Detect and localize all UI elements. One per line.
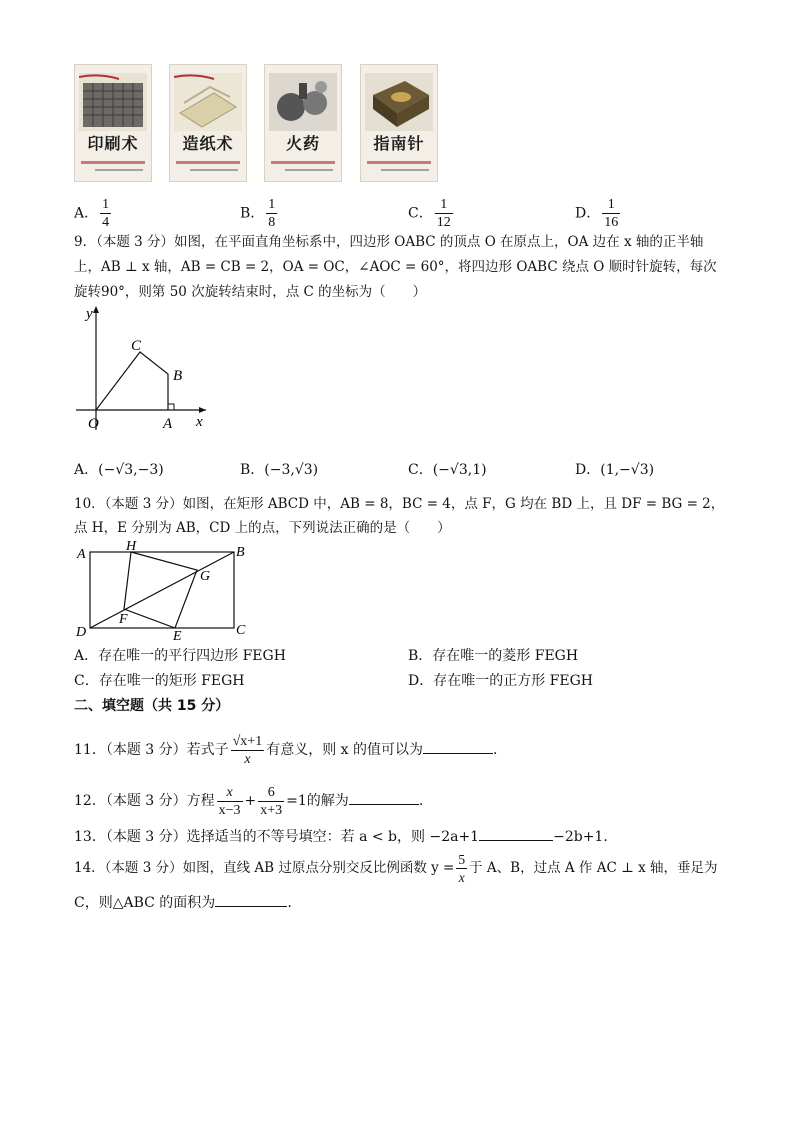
section-heading-fill-in: 二、填空题（共 15 分） (74, 698, 230, 714)
compass-image-icon (365, 73, 433, 131)
card-gunpowder (264, 64, 342, 182)
q10-option-b: B．存在唯一的菱形 FEGH (408, 648, 579, 664)
q10-line-1: 10．（本题 3 分）如图，在矩形 ABCD 中，AB = 8，BC = 4，点 F，G 均在 BD 上，且 DF = BG = 2， (74, 496, 725, 512)
card-printing (74, 64, 152, 182)
q9-option-c: C．(−√3,1) (408, 462, 487, 478)
q13-answer-blank[interactable] (479, 826, 553, 841)
q14-answer-blank[interactable] (215, 892, 287, 907)
fig9-label-y: y (86, 306, 93, 322)
q8-option-b: B． $\frac{1}{8}$ (240, 197, 276, 230)
card-compass (360, 64, 438, 182)
q9-line-1: 9．（本题 3 分）如图，在平面直角坐标系中，四边形 OABC 的顶点 O 在原点上，OA 边在 x 轴的正半轴 (74, 234, 704, 250)
fig10-label-c: C (236, 623, 246, 638)
card-title: 火药 (285, 134, 320, 153)
q13: 13．（本题 3 分）选择适当的不等号填空：若 a < b，则 −2a+1 −2b+1. (74, 826, 608, 847)
q8-option-d: D． $\frac{1}{16}$ (575, 197, 619, 230)
q14-line-2: C，则△ABC 的面积为 . (74, 892, 292, 913)
papermaking-image-icon (174, 73, 242, 131)
fig9-label-b: B (173, 368, 183, 384)
card-title: 指南针 (373, 134, 425, 153)
q12: 12．（本题 3 分）方程 $\frac{x}{x-3}$ + $\frac{6}{x+3}$ =1的解为 . (74, 784, 424, 818)
q10-line-2: 点 H，E 分别为 AB，CD 上的点，下列说法正确的是（ ） (74, 520, 451, 536)
fig10-label-b: B (236, 545, 245, 560)
q10-figure (72, 540, 252, 644)
q8-option-a: A． $\frac{1}{4}$ (74, 197, 110, 230)
printing-image-icon (79, 73, 147, 131)
fig9-label-o: O (88, 416, 99, 432)
q8-option-c: C． $\frac{1}{12}$ (408, 197, 451, 230)
q10-option-a: A．存在唯一的平行四边形 FEGH (74, 648, 286, 664)
fig10-label-d: D (76, 625, 87, 640)
fig10-label-h: H (126, 540, 137, 554)
fig9-label-a: A (163, 416, 173, 432)
q11: 11．（本题 3 分）若式子 $\frac{√x+1}{x}$ 有意义，则 x 的值可以为 . (74, 733, 498, 767)
fig9-label-x: x (196, 414, 203, 430)
fig10-label-e: E (173, 629, 182, 644)
fig10-label-g: G (200, 569, 211, 584)
gunpowder-image-icon (269, 73, 337, 131)
q9-option-d: D．(1,−√3) (575, 462, 655, 478)
q11-answer-blank[interactable] (423, 739, 493, 754)
card-title: 造纸术 (182, 134, 234, 153)
fig10-label-f: F (119, 612, 128, 627)
fig9-label-c: C (131, 338, 142, 354)
fig10-label-a: A (77, 547, 86, 562)
q9-option-a: A．(−√3,−3) (74, 462, 164, 478)
q9-line-2: 上，AB ⊥ x 轴，AB = CB = 2，OA = OC，∠AOC = 60°，将四边形 OABC 绕点 O 顺时针旋转，每次 (74, 259, 717, 275)
card-papermaking (169, 64, 247, 182)
q9-line-3: 旋转90°，则第 50 次旋转结束时，点 C 的坐标为（ ） (74, 284, 427, 300)
card-title: 印刷术 (87, 134, 139, 153)
q9-figure (72, 302, 212, 434)
q12-answer-blank[interactable] (349, 790, 419, 805)
q10-option-d: D．存在唯一的正方形 FEGH (408, 673, 594, 689)
q9-option-b: B．(−3,√3) (240, 462, 319, 478)
q10-option-c: C．存在唯一的矩形 FEGH (74, 673, 245, 689)
q14-line-1: 14．（本题 3 分）如图，直线 AB 过原点分别交反比例函数 y = $\frac{5}{x}$ 于 A、B，过点 A 作 AC ⊥ x 轴，垂足为 (74, 852, 718, 885)
